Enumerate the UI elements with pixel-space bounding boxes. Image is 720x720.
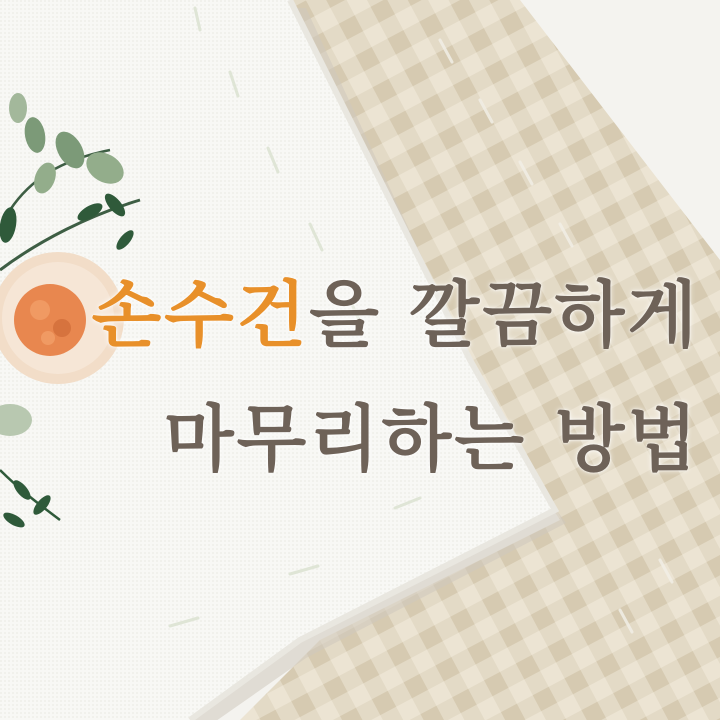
title-line-1 [0, 272, 700, 358]
title-particle: 을 [309, 273, 382, 357]
title-accent-word: 손수건 [91, 273, 310, 357]
title-word-finishing: 마무리하는 [164, 397, 527, 481]
title-word-method: 방법 [554, 397, 700, 481]
title-line-2 [0, 396, 700, 482]
title-word-neatly: 깔끔하게 [409, 273, 700, 357]
